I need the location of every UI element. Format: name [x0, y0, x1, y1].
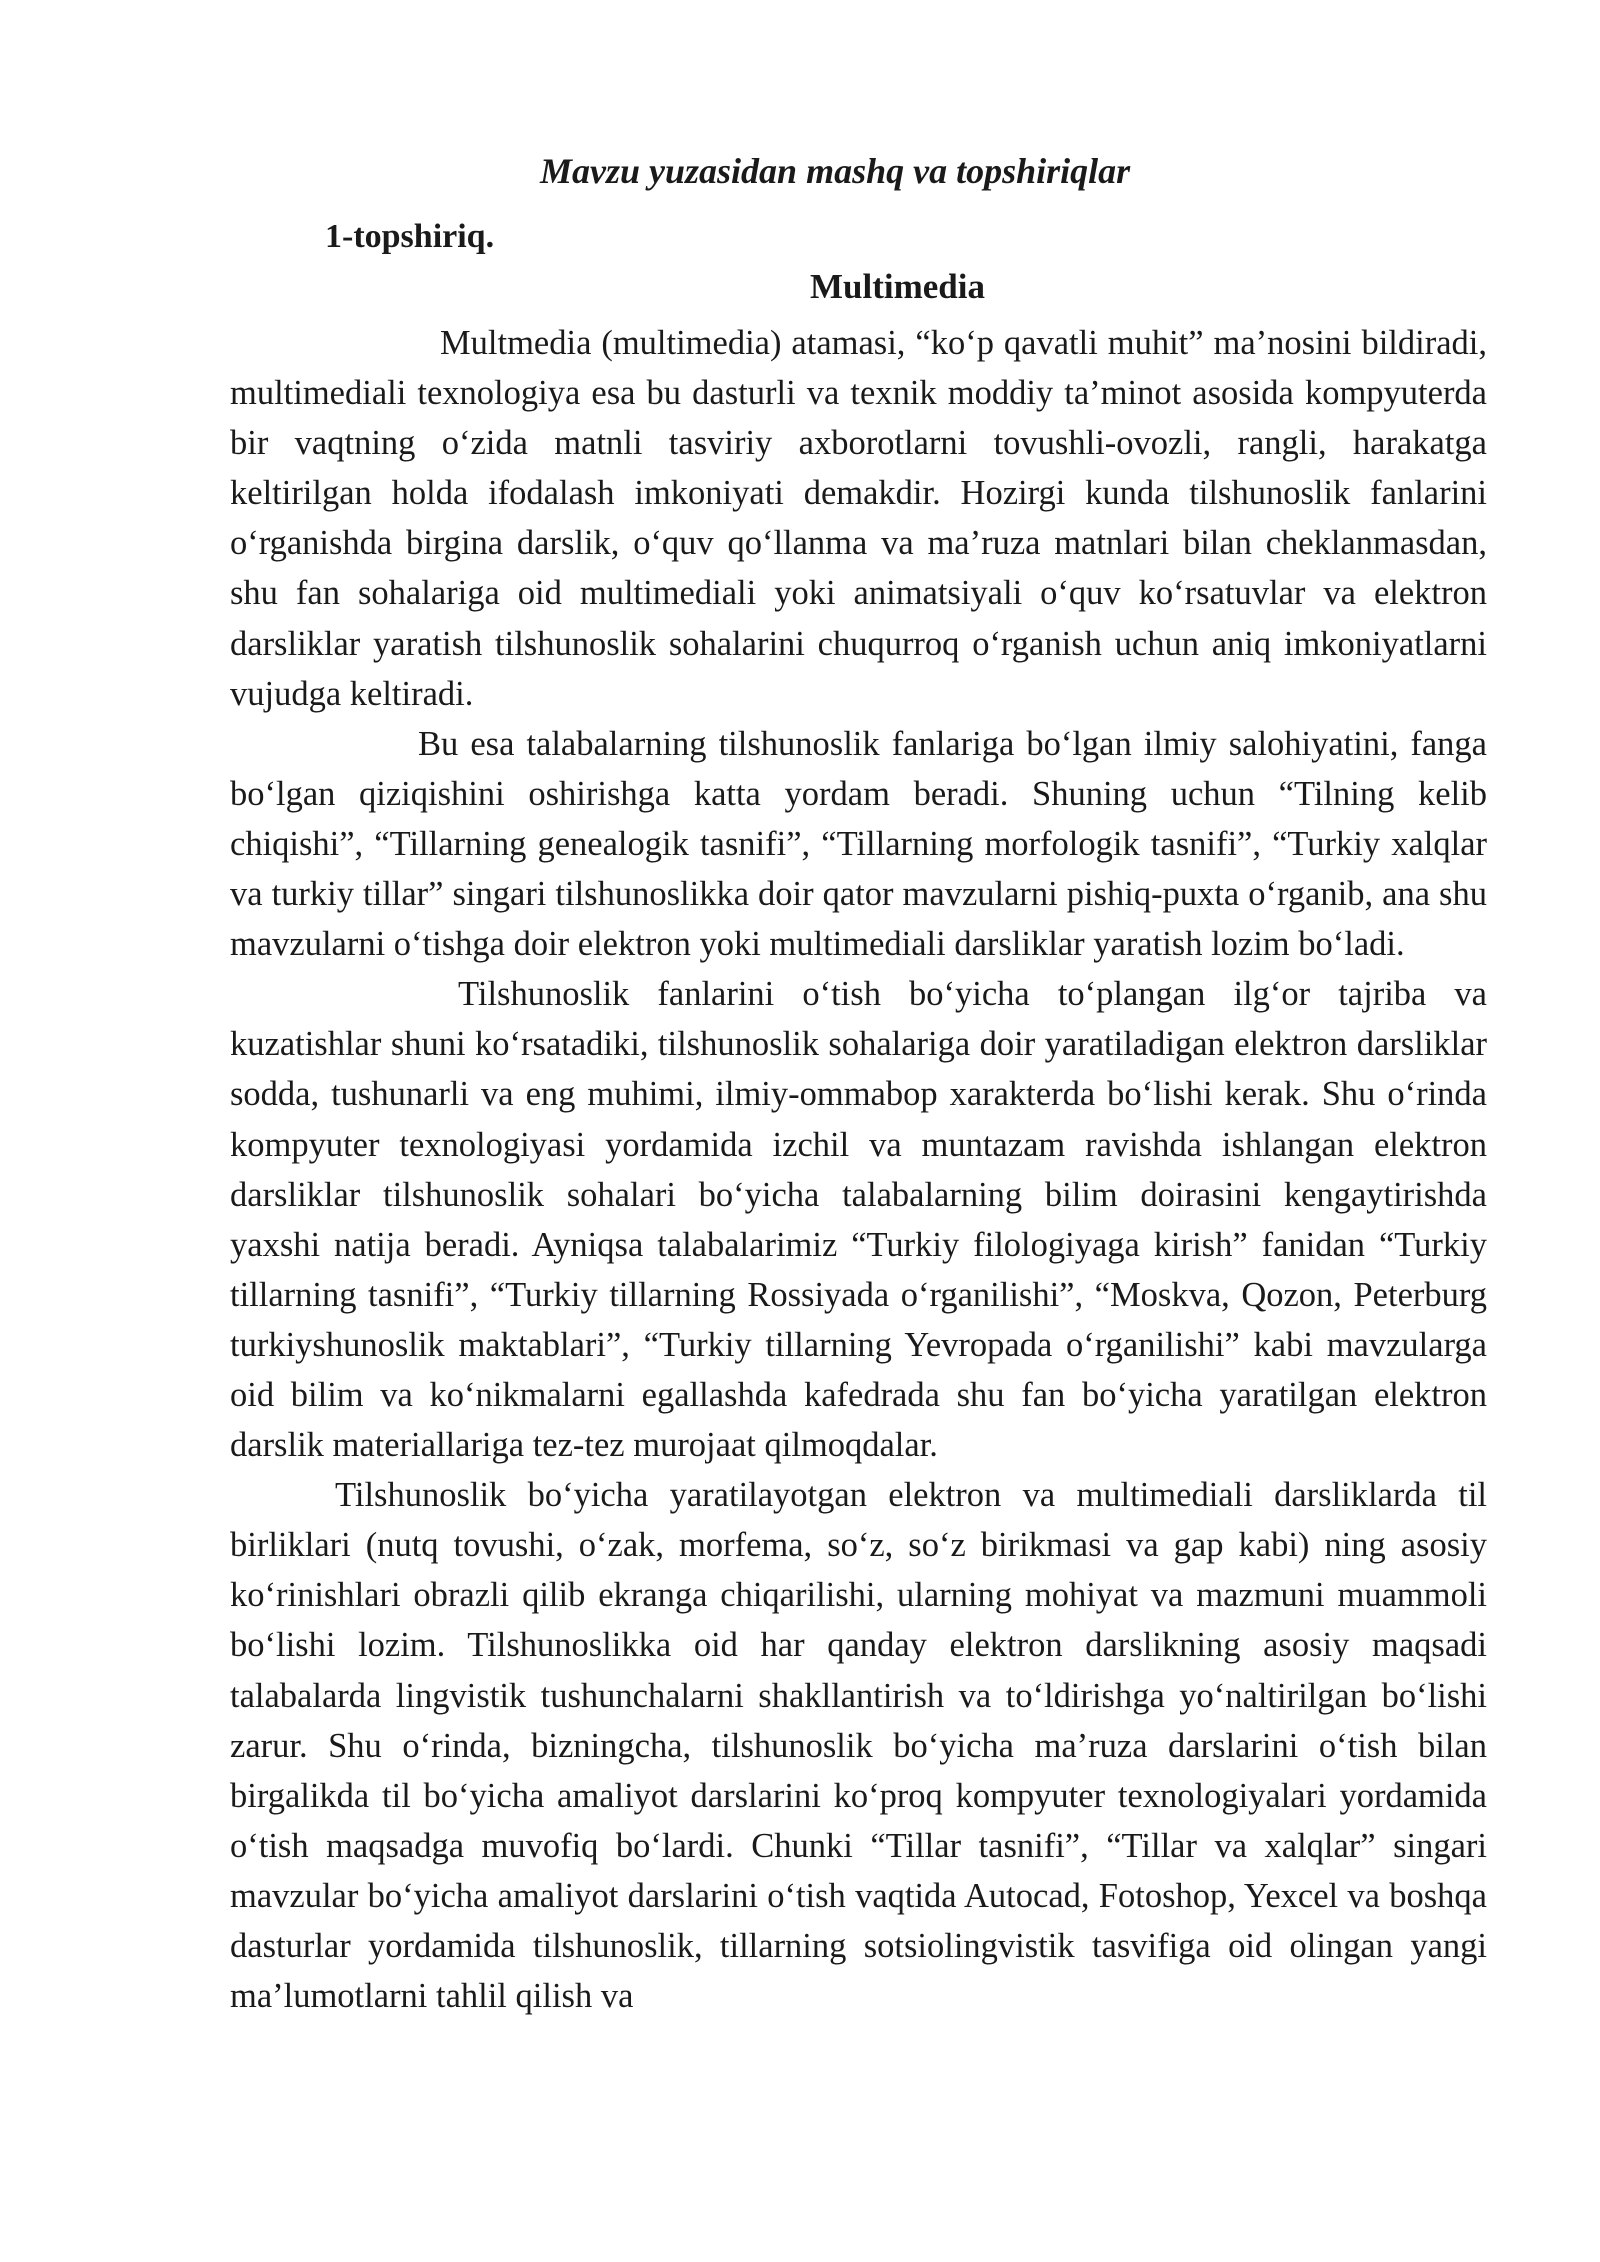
- paragraph: Tilshunoslik bo‘yicha yaratilayotgan elektron va multimediali darsliklarda til birliklari (nutq tovushi, o‘zak, morfema, so‘z, so‘z birikmasi va gap kabi) ning asosiy ko‘rinishlari obrazli qilib ekranga chiqarilishi, ularning mohiyat va mazmuni muammoli bo‘lishi lozim. Tilshunoslikka oid har qanday elektron darslikning asosiy maqsadi talabalarda lingvistik tushunchalarni shakllantirish va to‘ldirishga yo‘naltirilgan bo‘lishi zarur. Shu o‘rinda, bizningcha, tilshunoslik bo‘yicha ma’ruza darslarini o‘tish bilan birgalikda til bo‘yicha amaliyot darslarini ko‘proq kompyuter texnologiyalari yordamida o‘tish maqsadga muvofiq bo‘lardi. Chunki “Tillar tasnifi”, “Tillar va xalqlar” singari mavzular bo‘yicha amaliyot darslarini o‘tish vaqtida Autocad, Fotoshop, Yexcel va boshqa dasturlar yordamida tilshunoslik, tillarning sotsiolingvistik tasvifiga oid olingan yangi ma’lumotlarni tahlil qilish va: [230, 1476, 1487, 2016]
- paragraph: Tilshunoslik fanlarini o‘tish bo‘yicha to‘plangan ilg‘or tajriba va kuzatishlar shuni ko‘rsatadiki, tilshunoslik sohalariga doir yaratiladigan elektron darsliklar sodda, tushunarli va eng muhimi, ilmiy-ommabop xarakterda bo‘lishi kerak. Shu o‘rinda kompyuter texnologiyasi yordamida izchil va muntazam ravishda ishlangan elektron darsliklar tilshunoslik sohalari bo‘yicha talabalarning bilim doirasini kengaytirishda yaxshi natija beradi. Ayniqsa talabalarimiz “Turkiy filologiyaga kirish” fanidan “Turkiy tillarning tasnifi”, “Turkiy tillarning Rossiyada o‘rganilishi”, “Moskva, Qozon, Peterburg turkiyshunoslik maktablari”, “Turkiy tillarning Yevropada o‘rganilishi” kabi mavzularga oid bilim va ko‘nikmalarni egallashda kafedrada shu fan bo‘yicha yaratilgan elektron darslik materiallariga tez-tez murojaat qilmoqdalar.: [230, 975, 1487, 1465]
- task-label: 1-topshiriq.: [325, 218, 495, 255]
- section-title: Multimedia: [810, 267, 985, 306]
- page-heading: Mavzu yuzasidan mashq va topshiriqlar: [540, 151, 1131, 191]
- paragraph: Bu esa talabalarning tilshunoslik fanlariga bo‘lgan ilmiy salohiyatini, fanga bo‘lgan qiziqishini oshirishga katta yordam beradi. Shuning uchun “Tilning kelib chiqishi”, “Tillarning genealogik tasnifi”, “Tillarning morfologik tasnifi”, “Turkiy xalqlar va turkiy tillar” singari tilshunoslikka doir qator mavzularni pishiq-puxta o‘rganib, ana shu mavzularni o‘tishga doir elektron yoki multimediali darsliklar yaratish lozim bo‘ladi.: [230, 724, 1487, 964]
- body-text: [230, 318, 1487, 2021]
- paragraph: Multmedia (multimedia) atamasi, “ko‘p qavatli muhit” ma’nosini bildiradi, multimediali texnologiya esa bu dasturli va texnik moddiy ta’minot asosida kompyuterda bir vaqtning o‘zida matnli tasviriy axborotlarni tovushli-ovozli, rangli, harakatga keltirilgan holda ifodalash imkoniyati demakdir. Hozirgi kunda tilshunoslik fanlarini o‘rganishda birgina darslik, o‘quv qo‘llanma va ma’ruza matnlari bilan cheklanmasdan, shu fan sohalariga oid multimediali yoki animatsiyali o‘quv ko‘rsatuvlar va elektron darsliklar yaratish tilshunoslik sohalarini chuqurroq o‘rganish uchun aniq imkoniyatlarni vujudga keltiradi.: [230, 324, 1487, 713]
